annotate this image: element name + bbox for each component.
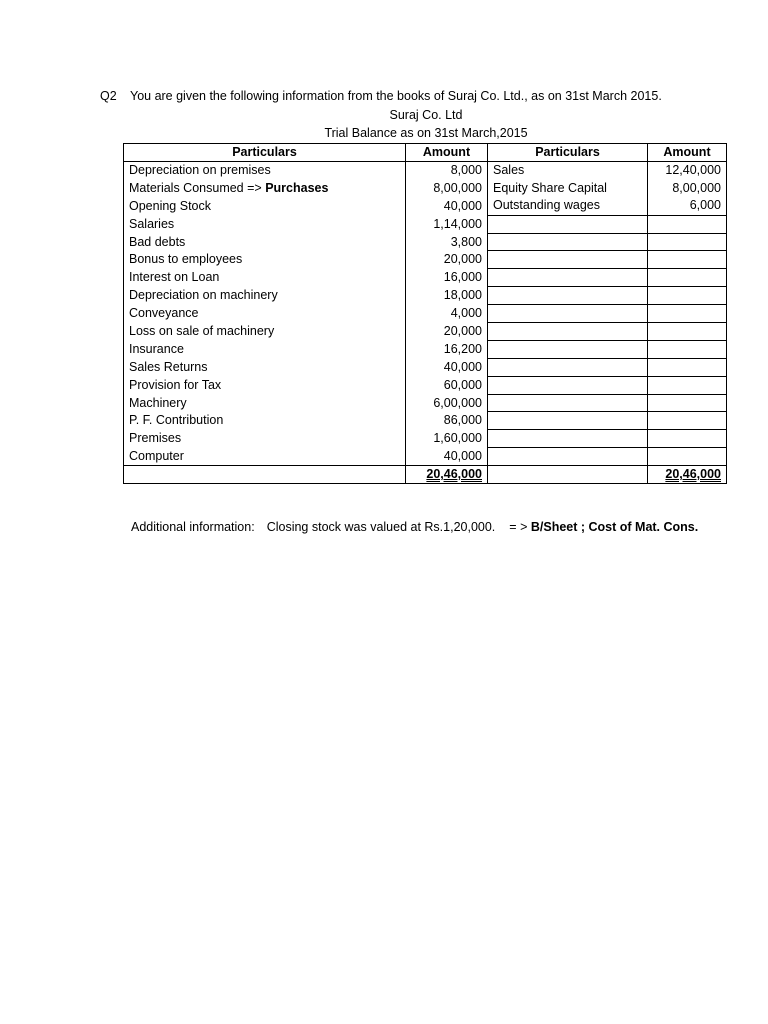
credit-amount xyxy=(648,233,727,251)
credit-particular xyxy=(488,430,648,448)
table-row xyxy=(124,358,727,376)
debit-amount: 40,000 xyxy=(406,358,488,376)
debit-amount: 40,000 xyxy=(406,448,488,466)
credit-particular xyxy=(488,412,648,430)
debit-particular: P. F. Contribution xyxy=(124,412,406,430)
credit-amount xyxy=(648,358,727,376)
credit-particular xyxy=(488,233,648,251)
debit-amount: 8,00,000 xyxy=(406,179,488,197)
debit-particular: Depreciation on machinery xyxy=(124,287,406,305)
additional-info-note: B/Sheet ; Cost of Mat. Cons. xyxy=(530,520,699,534)
credit-particular: Outstanding wages xyxy=(488,197,648,215)
debit-amount: 16,200 xyxy=(406,340,488,358)
table-row xyxy=(124,179,727,197)
table-row xyxy=(124,430,727,448)
trial-balance-table xyxy=(123,143,727,484)
debit-particular: Computer xyxy=(124,448,406,466)
debit-particular: Premises xyxy=(124,430,406,448)
additional-information xyxy=(131,520,698,534)
question-number: Q2 xyxy=(100,89,117,103)
debit-amount: 60,000 xyxy=(406,376,488,394)
trial-balance-title: Trial Balance as on 31st March,2015 xyxy=(324,126,528,140)
debit-particular: Insurance xyxy=(124,340,406,358)
debit-particular: Bonus to employees xyxy=(124,251,406,269)
table-row xyxy=(124,376,727,394)
table-row xyxy=(124,197,727,215)
credit-amount: 12,40,000 xyxy=(648,162,727,180)
table-row xyxy=(124,269,727,287)
credit-particular xyxy=(488,215,648,233)
credit-amount xyxy=(648,323,727,341)
table-row xyxy=(124,233,727,251)
credit-particular xyxy=(488,305,648,323)
credit-particular xyxy=(488,251,648,269)
table-header-row xyxy=(124,144,727,162)
debit-amount: 40,000 xyxy=(406,197,488,215)
debit-particular-bold: Purchases xyxy=(265,180,329,195)
credit-particular xyxy=(488,287,648,305)
credit-particular xyxy=(488,269,648,287)
credit-amount xyxy=(648,215,727,233)
debit-particular: Opening Stock xyxy=(124,197,406,215)
table-row xyxy=(124,305,727,323)
debit-particular: Salaries xyxy=(124,215,406,233)
debit-amount: 3,800 xyxy=(406,233,488,251)
totals-blank-right xyxy=(488,466,648,484)
credit-particular: Equity Share Capital xyxy=(488,179,648,197)
header-credit-amount: Amount xyxy=(648,144,727,162)
debit-amount: 4,000 xyxy=(406,305,488,323)
table-row xyxy=(124,340,727,358)
debit-particular: Depreciation on premises xyxy=(124,162,406,180)
debit-particular: Interest on Loan xyxy=(124,269,406,287)
debit-amount: 16,000 xyxy=(406,269,488,287)
table-row xyxy=(124,412,727,430)
debit-particular: Materials Consumed => Purchases xyxy=(124,179,406,197)
debit-amount: 86,000 xyxy=(406,412,488,430)
header-debit-amount: Amount xyxy=(406,144,488,162)
credit-particular xyxy=(488,448,648,466)
header-debit-particulars: Particulars xyxy=(124,144,406,162)
table-body xyxy=(124,162,727,466)
table-row xyxy=(124,287,727,305)
credit-amount xyxy=(648,412,727,430)
credit-amount xyxy=(648,287,727,305)
credit-amount xyxy=(648,376,727,394)
debit-amount: 6,00,000 xyxy=(406,394,488,412)
debit-particular: Conveyance xyxy=(124,305,406,323)
debit-particular: Machinery xyxy=(124,394,406,412)
additional-info-label: Additional information: xyxy=(131,520,255,534)
totals-row xyxy=(124,466,727,484)
debit-particular: Loss on sale of machinery xyxy=(124,323,406,341)
credit-amount xyxy=(648,269,727,287)
company-name: Suraj Co. Ltd xyxy=(389,108,463,122)
credit-amount xyxy=(648,430,727,448)
debit-particular: Sales Returns xyxy=(124,358,406,376)
debit-amount: 18,000 xyxy=(406,287,488,305)
debit-amount: 8,000 xyxy=(406,162,488,180)
credit-particular: Sales xyxy=(488,162,648,180)
header-credit-particulars: Particulars xyxy=(488,144,648,162)
credit-particular xyxy=(488,376,648,394)
debit-amount: 20,000 xyxy=(406,251,488,269)
additional-info-arrow: = > xyxy=(509,520,528,534)
table-row xyxy=(124,323,727,341)
debit-amount: 1,14,000 xyxy=(406,215,488,233)
credit-particular xyxy=(488,358,648,376)
table-row xyxy=(124,394,727,412)
table-row xyxy=(124,448,727,466)
debit-amount: 1,60,000 xyxy=(406,430,488,448)
debit-particular: Bad debts xyxy=(124,233,406,251)
credit-particular xyxy=(488,323,648,341)
question-line xyxy=(100,89,662,103)
credit-particular xyxy=(488,394,648,412)
credit-amount xyxy=(648,305,727,323)
credit-amount xyxy=(648,448,727,466)
credit-amount xyxy=(648,340,727,358)
credit-amount: 6,000 xyxy=(648,197,727,215)
debit-amount: 20,000 xyxy=(406,323,488,341)
debit-particular: Provision for Tax xyxy=(124,376,406,394)
credit-total: 20,46,000 xyxy=(648,466,727,484)
question-text: You are given the following information from the books of Suraj Co. Ltd., as on 31st March 2015. xyxy=(130,89,662,103)
credit-particular xyxy=(488,340,648,358)
totals-blank-left xyxy=(124,466,406,484)
table-row xyxy=(124,251,727,269)
credit-amount xyxy=(648,251,727,269)
debit-total: 20,46,000 xyxy=(406,466,488,484)
table-row xyxy=(124,215,727,233)
additional-info-text: Closing stock was valued at Rs.1,20,000. xyxy=(266,520,496,534)
credit-amount xyxy=(648,394,727,412)
credit-amount: 8,00,000 xyxy=(648,179,727,197)
table-row xyxy=(124,162,727,180)
